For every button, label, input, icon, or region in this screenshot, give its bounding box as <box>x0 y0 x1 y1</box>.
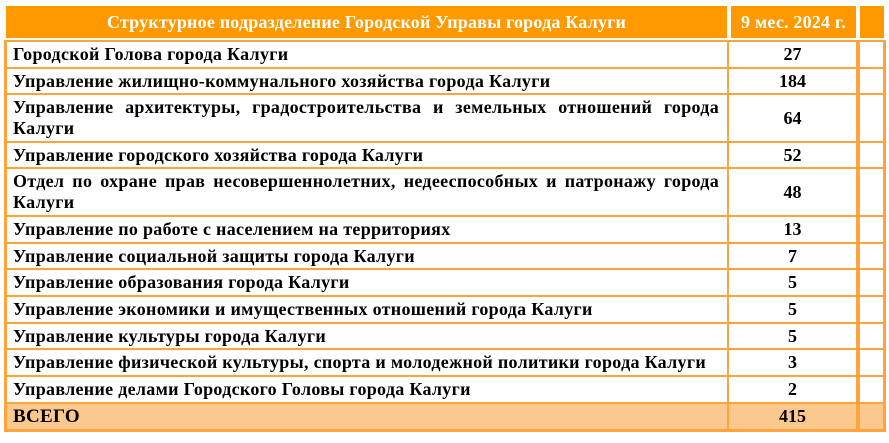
spacer-cell <box>858 297 886 324</box>
spacer-cell <box>858 95 886 142</box>
org-name-cell: Управление жилищно-коммунального хозяйства города Калуги <box>4 69 729 96</box>
table-row <box>4 69 886 96</box>
org-name-cell: Управление образования города Калуги <box>4 270 729 297</box>
table-row <box>4 350 886 377</box>
header-name-column: Структурное подразделение Городской Управы города Калуги <box>4 4 729 40</box>
spacer-cell <box>858 324 886 351</box>
table-row <box>4 297 886 324</box>
spacer-cell <box>858 217 886 244</box>
table-row <box>4 377 886 404</box>
count-cell: 5 <box>729 324 858 351</box>
spacer-cell <box>858 377 886 404</box>
count-cell: 5 <box>729 270 858 297</box>
total-value-cell: 415 <box>729 404 858 433</box>
count-cell: 64 <box>729 95 858 142</box>
org-name-cell: Управление по работе с населением на территориях <box>4 217 729 244</box>
spacer-cell <box>858 350 886 377</box>
count-cell: 3 <box>729 350 858 377</box>
table-row <box>4 244 886 271</box>
org-name-cell: Управление делами Городского Головы города Калуги <box>4 377 729 404</box>
table-header-row <box>4 4 886 40</box>
spacer-cell <box>858 143 886 170</box>
table-row <box>4 169 886 216</box>
table-row <box>4 270 886 297</box>
count-cell: 7 <box>729 244 858 271</box>
table-row <box>4 324 886 351</box>
org-name-cell: Отдел по охране прав несовершеннолетних, недееспособных и патронажу города Калуги <box>4 169 729 216</box>
org-name-cell: Управление архитектуры, градостроительства и земельных отношений города Калуги <box>4 95 729 142</box>
total-label-cell: ВСЕГО <box>4 404 729 433</box>
table-row <box>4 40 886 69</box>
org-name-cell: Городской Голова города Калуги <box>4 40 729 69</box>
spacer-cell <box>858 244 886 271</box>
table-row <box>4 217 886 244</box>
staff-table <box>4 4 886 432</box>
count-cell: 13 <box>729 217 858 244</box>
org-name-cell: Управление экономики и имущественных отношений города Калуги <box>4 297 729 324</box>
total-row <box>4 404 886 433</box>
spacer-cell <box>858 40 886 69</box>
org-name-cell: Управление городского хозяйства города Калуги <box>4 143 729 170</box>
org-name-cell: Управление социальной защиты города Калуги <box>4 244 729 271</box>
header-period-column: 9 мес. 2024 г. <box>729 4 858 40</box>
table-row <box>4 95 886 142</box>
count-cell: 2 <box>729 377 858 404</box>
count-cell: 5 <box>729 297 858 324</box>
count-cell: 184 <box>729 69 858 96</box>
count-cell: 48 <box>729 169 858 216</box>
count-cell: 52 <box>729 143 858 170</box>
spacer-cell <box>858 169 886 216</box>
spacer-cell <box>858 69 886 96</box>
count-cell: 27 <box>729 40 858 69</box>
spacer-cell <box>858 404 886 433</box>
header-spacer-cell <box>858 4 886 40</box>
org-name-cell: Управление культуры города Калуги <box>4 324 729 351</box>
org-name-cell: Управление физической культуры, спорта и молодежной политики города Калуги <box>4 350 729 377</box>
spacer-cell <box>858 270 886 297</box>
table-row <box>4 143 886 170</box>
